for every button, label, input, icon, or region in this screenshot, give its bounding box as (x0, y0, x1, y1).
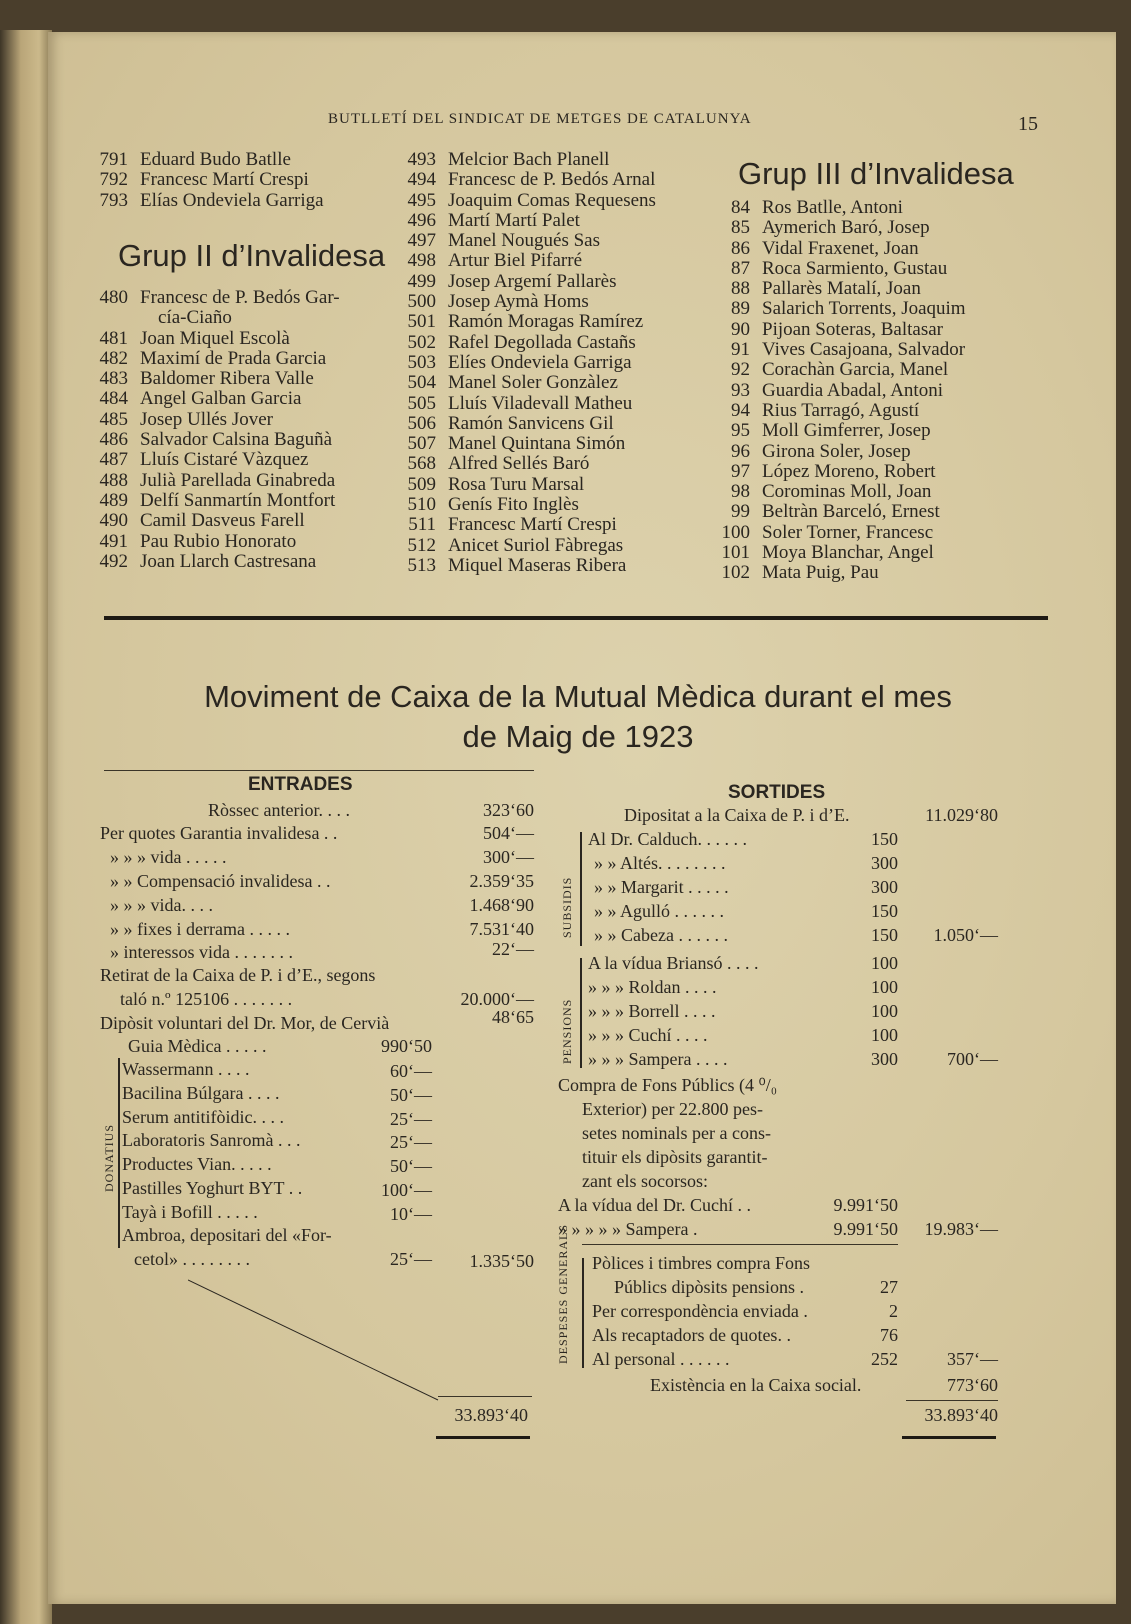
list-item: 482 Maximí de Prada Garcia (99, 347, 327, 369)
list-item: 481 Joan Miquel Escolà (99, 327, 290, 349)
subsidi-label: » » Margarit . . . . . (594, 877, 729, 897)
despesa-label: Pòlices i timbres compra Fons (592, 1253, 810, 1273)
subsidis-brace (580, 832, 582, 946)
list-item: 483 Baldomer Ribera Valle (99, 368, 314, 390)
pensio-label: » » » Sampera . . . . (588, 1049, 728, 1069)
entrades-heading: ENTRADES (248, 774, 353, 795)
list-item: 510 Genís Fito Inglès (407, 494, 579, 516)
entrada-amount: 323‘60 (483, 800, 534, 820)
list-item: 488 Julià Parellada Ginabreda (99, 469, 336, 491)
list-item: 87 Roca Sarmiento, Gustau (731, 257, 948, 279)
subsidi-label: » » Cabeza . . . . . . (594, 925, 728, 945)
donatiu-label: Wassermann . . . . (122, 1059, 250, 1079)
compra-line: tituir els dipòsits garantit- (582, 1147, 768, 1167)
divider (438, 1396, 532, 1397)
list-item: 485 Josep Ullés Jover (99, 408, 273, 430)
donatiu-amount: 10‘— (390, 1204, 432, 1224)
compra-item-label: » » » » » Sampera . (558, 1219, 698, 1239)
list-item: 484 Angel Galban Garcia (99, 388, 302, 410)
list-item: 791 Eduard Budo Batlle (99, 149, 291, 170)
title-line-2: de Maig de 1923 (462, 719, 694, 754)
entrada-label: Per quotes Garantia invalidesa . . (100, 823, 338, 843)
list-item: 506 Ramón Sanvicens Gil (407, 412, 614, 434)
subsidi-amount: 150 (871, 829, 898, 849)
list-item: 512 Anicet Suriol Fàbregas (407, 534, 624, 556)
list-item: 493 Melcior Bach Planell (407, 149, 610, 170)
list-item: 494 Francesc de P. Bedós Arnal (407, 169, 656, 191)
subsidi-amount: 150 (871, 901, 898, 921)
donatiu-label: Tayà i Bofill . . . . . (122, 1202, 258, 1222)
entrada-amount: 504‘— (483, 823, 534, 843)
list-item: 495 Joaquim Comas Requesens (407, 189, 656, 211)
despesa-amount: 252 (871, 1349, 898, 1369)
list-item: 85 Aymerich Baró, Josep (731, 217, 930, 239)
compra-line: Exterior) per 22.800 pes- (582, 1099, 763, 1119)
despeses-label: DESPESES GENERALS (556, 1223, 570, 1364)
list-item: 487 Lluís Cistaré Vàzquez (99, 449, 309, 471)
donatius-label: DONATIUS (102, 1124, 116, 1192)
compra-line: zant els socorsos: (582, 1171, 708, 1191)
list-item: 92 Corachàn Garcia, Manel (731, 359, 949, 381)
list-item: 86 Vidal Fraxenet, Joan (731, 237, 919, 259)
list-item: 95 Moll Gimferrer, Josep (731, 420, 931, 442)
list-item: 498 Artur Biel Pifarré (407, 250, 583, 272)
subsidis-label: SUBSIDIS (560, 876, 574, 938)
list-item: 101 Moya Blanchar, Angel (721, 542, 934, 564)
donatiu-label: Ambroa, depositari del «For- (122, 1225, 332, 1245)
entrada-label: Ròssec anterior. . . . (208, 800, 350, 820)
entrada-label: Retirat de la Caixa de P. i d’E., segons (100, 965, 376, 985)
existencia-amount: 773‘60 (947, 1375, 998, 1395)
list-item: 89 Salarich Torrents, Joaquim (731, 298, 966, 320)
list-item: 96 Girona Soler, Josep (731, 440, 911, 462)
list-item: 503 Elíes Ondeviela Garriga (407, 351, 632, 373)
list-item: 497 Manel Nougués Sas (407, 230, 600, 252)
list-item: 793 Elías Ondeviela Garriga (99, 189, 324, 211)
section-divider (104, 616, 1048, 620)
diagonal-line (188, 1276, 448, 1406)
divider (582, 1244, 898, 1245)
list-item: 90 Pijoan Soteras, Baltasar (731, 318, 943, 340)
list-item: 492 Joan Llarch Castresana (99, 550, 317, 572)
pensions-brace (580, 958, 582, 1068)
donatiu-amount: 60‘— (390, 1061, 432, 1081)
entrada-label: Dipòsit voluntari del Dr. Mor, de Cervià (100, 1013, 390, 1033)
journal-header: BUTLLETÍ DEL SINDICAT DE METGES DE CATALUNYA (328, 111, 752, 127)
donatius-total: 1.335‘50 (469, 1251, 534, 1271)
divider (104, 770, 534, 771)
grup3-list (710, 198, 966, 584)
subsidis-total: 1.050‘— (933, 925, 998, 945)
pensio-label: A la vídua Briansó . . . . (588, 953, 759, 973)
subsidi-label: » » Altés. . . . . . . . (594, 853, 726, 873)
donatiu-amount: 50‘— (390, 1156, 432, 1176)
entrada-label: » » fixes i derrama . . . . . (110, 919, 290, 939)
despesa-amount: 27 (880, 1277, 898, 1297)
list-item: 511 Francesc Martí Crespi (408, 514, 617, 536)
list-item: 480 Francesc de P. Bedós Gar- (99, 287, 340, 308)
donatiu-amount: 25‘— (390, 1109, 432, 1129)
despesa-label: Per correspondència enviada . (592, 1301, 808, 1321)
donatiu-amount: 25‘— (390, 1132, 432, 1152)
pensio-amount: 100 (871, 953, 898, 973)
grup2-list (96, 288, 340, 572)
list-item: 490 Camil Dasveus Farell (99, 510, 305, 532)
pensio-amount: 100 (871, 1001, 898, 1021)
sortides-heading: SORTIDES (728, 782, 826, 803)
existencia-label: Existència en la Caixa social. (650, 1375, 862, 1395)
list-item: 504 Manel Soler Gonzàlez (407, 372, 618, 394)
entrada-amount: 2.359‘35 (469, 871, 534, 891)
donatiu-label: Pastilles Yoghurt BYT . . (122, 1178, 303, 1198)
pensio-label: » » » Cuchí . . . . (588, 1025, 708, 1045)
list-item: 505 Lluís Viladevall Matheu (407, 392, 633, 414)
page (48, 32, 1116, 1604)
compra-item-amount: 9.991‘50 (833, 1195, 898, 1215)
book-edge (0, 30, 52, 1624)
entrada-amount: 20.000‘— (460, 989, 534, 1009)
divider (906, 1400, 998, 1401)
pensio-label: » » » Borrell . . . . (588, 1001, 716, 1021)
entrada-amount: 22‘— (492, 939, 534, 959)
list-item: 91 Vives Casajoana, Salvador (731, 339, 966, 361)
list-item: 499 Josep Argemí Pallarès (407, 270, 617, 292)
pensio-label: » » » Roldan . . . . (588, 977, 717, 997)
compra-total: 19.983‘— (924, 1219, 998, 1239)
donatiu-label: Serum antitifòidic. . . . (122, 1107, 284, 1127)
donatiu-amount: 100‘— (381, 1180, 432, 1200)
donatiu-label: Bacilina Búlgara . . . . (122, 1083, 280, 1103)
list-item: 97 López Moreno, Robert (731, 460, 936, 482)
donatiu-amount: 990‘50 (381, 1036, 432, 1056)
pensio-amount: 300 (871, 1049, 898, 1069)
entrada-label: » » » vida . . . . . (110, 847, 227, 867)
despesa-label: Públics dipòsits pensions . (614, 1277, 805, 1297)
sortides-total: 33.893‘40 (924, 1405, 998, 1425)
subsidi-amount: 150 (871, 925, 898, 945)
entrada-amount: 300‘— (483, 847, 534, 867)
donatius-brace (118, 1058, 120, 1248)
list-item: 489 Delfí Sanmartín Montfort (99, 489, 336, 511)
list-item: 102 Mata Puig, Pau (721, 562, 879, 584)
page-number: 15 (1018, 113, 1038, 135)
list-item: 496 Martí Martí Palet (407, 209, 580, 231)
subsidi-label: Al Dr. Calduch. . . . . . (588, 829, 747, 849)
compra-line: setes nominals per a cons- (582, 1123, 771, 1143)
compra-line: Compra de Fons Públics (4 ⁰/₀ (558, 1075, 777, 1095)
pensio-amount: 100 (871, 977, 898, 997)
despesa-amount: 2 (889, 1301, 898, 1321)
list-item: cía-Ciaño (158, 307, 232, 329)
entrada-label: » interessos vida . . . . . . . (110, 942, 293, 962)
entrada-amount: 48‘65 (492, 1007, 534, 1027)
title-line-1: Moviment de Caixa de la Mutual Mèdica durant el mes (204, 679, 952, 714)
total-underline (902, 1436, 996, 1439)
donatiu-label: Laboratoris Sanromà . . . (122, 1130, 301, 1150)
pensio-amount: 100 (871, 1025, 898, 1045)
entrades-total: 33.893‘40 (454, 1405, 528, 1425)
despeses-total: 357‘— (947, 1349, 998, 1369)
entrada-label: » » » vida. . . . (110, 895, 213, 915)
grup3-title: Grup III d’Invalidesa (738, 156, 1014, 191)
diposit-amount: 11.029‘80 (925, 805, 998, 825)
list-item: 84 Ros Batlle, Antoni (731, 197, 903, 218)
list-item: 100 Soler Torner, Francesc (721, 521, 934, 543)
list-item: 486 Salvador Calsina Baguñà (99, 429, 333, 451)
list-item: 491 Pau Rubio Honorato (99, 530, 297, 552)
page-title (78, 677, 1078, 757)
list-item: 501 Ramón Moragas Ramírez (407, 311, 644, 333)
subsidi-amount: 300 (871, 853, 898, 873)
list-item: 502 Rafel Degollada Castañs (407, 331, 636, 353)
entrada-label: taló n.º 125106 . . . . . . . (120, 989, 293, 1009)
pensions-label: PENSIONS (560, 998, 574, 1064)
entrada-amount: 7.531‘40 (469, 919, 534, 939)
list-item: 507 Manel Quintana Simón (407, 433, 626, 455)
total-underline (436, 1436, 530, 1439)
despesa-label: Als recaptadors de quotes. . (592, 1325, 791, 1345)
pensions-total: 700‘— (947, 1049, 998, 1069)
donatiu-amount: 50‘— (390, 1085, 432, 1105)
list-item: 500 Josep Aymà Homs (407, 291, 589, 313)
despesa-label: Al personal . . . . . . (592, 1349, 730, 1369)
list-item: 94 Rius Tarragó, Agustí (731, 399, 920, 421)
donatiu-label: Productes Vian. . . . . (122, 1154, 272, 1174)
list-item: 513 Miquel Maseras Ribera (407, 554, 627, 576)
compra-item-amount: 9.991‘50 (833, 1219, 898, 1239)
despesa-amount: 76 (880, 1325, 898, 1345)
grup2-title: Grup II d’Invalidesa (118, 238, 386, 273)
compra-item-label: A la vídua del Dr. Cuchí . . (558, 1195, 751, 1215)
list-item: 509 Rosa Turu Marsal (407, 473, 585, 495)
despeses-brace (582, 1258, 584, 1368)
list-item: 93 Guardia Abadal, Antoni (731, 379, 943, 401)
list-item: 98 Corominas Moll, Joan (731, 481, 932, 503)
donatiu-amount: 25‘— (390, 1249, 432, 1269)
list-item: 88 Pallarès Matalí, Joan (731, 278, 921, 300)
entrada-amount: 1.468‘90 (469, 895, 534, 915)
col1-top-list (96, 150, 324, 211)
entrada-label: » » Compensació invalidesa . . (110, 871, 331, 891)
diposit-label: Dipositat a la Caixa de P. i d’E. (624, 805, 850, 825)
donatiu-label: Guia Mèdica . . . . . (128, 1036, 267, 1056)
list-item: 568 Alfred Sellés Baró (407, 453, 590, 475)
subsidi-amount: 300 (871, 877, 898, 897)
col2-list (396, 150, 656, 576)
list-item: 792 Francesc Martí Crespi (99, 169, 309, 191)
donatiu-label: cetol» . . . . . . . . (134, 1249, 250, 1269)
subsidi-label: » » Agulló . . . . . . (594, 901, 725, 921)
list-item: 99 Beltràn Barceló, Ernest (731, 501, 940, 523)
